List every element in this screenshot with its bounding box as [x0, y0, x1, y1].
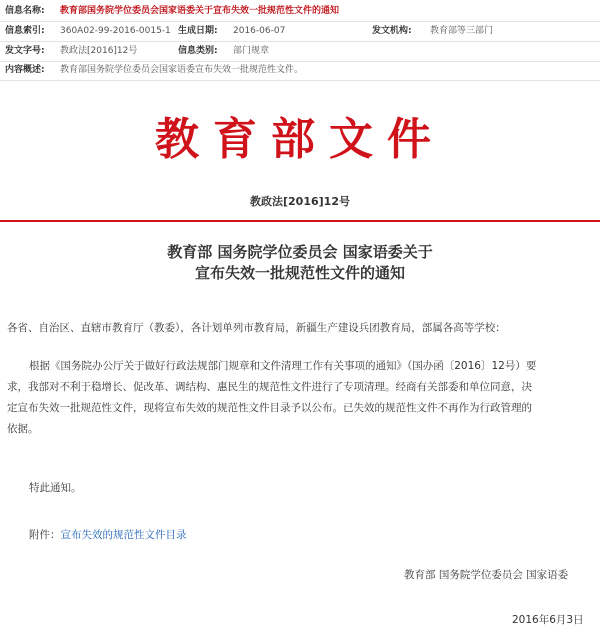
meta-row-summary [0, 61, 600, 81]
meta-value-doc-number: 教政法[2016]12号 [60, 46, 138, 56]
attachment-link[interactable]: 宣布失效的规范性文件目录 [60, 529, 187, 541]
red-divider-line [0, 220, 600, 222]
signature: 教育部 国务院学位委员会 国家语委 [404, 569, 569, 581]
meta-label-index: 信息索引: [5, 26, 45, 36]
meta-row-title [0, 2, 600, 22]
meta-label-summary: 内容概述: [5, 65, 45, 75]
meta-row-index [0, 22, 600, 42]
addressee: 各省、自治区、直辖市教育厅（教委），各计划单列市教育局，新疆生产建设兵团教育局，部属各高等学校： [7, 322, 506, 334]
meta-label-info-name: 信息名称: [5, 6, 45, 16]
meta-label-category: 信息类别: [178, 46, 218, 56]
meta-value-index: 360A02-99-2016-0015-1 [60, 26, 171, 36]
attachment-label: 附件： [29, 529, 61, 541]
body-line-2: 求，我部对不利于稳增长、促改革、调结构、惠民生的规范性文件进行了专项清理。经商有关部委和单位同意，决 [7, 381, 532, 393]
body-paragraph [7, 356, 587, 440]
document-number: 教政法[2016]12号 [250, 195, 350, 208]
meta-value-generated-date: 2016-06-07 [233, 26, 286, 36]
notice-title-line-1: 教育部 国务院学位委员会 国家语委关于 [167, 243, 433, 261]
attachment [29, 527, 187, 544]
document-metadata-panel [0, 0, 600, 80]
meta-value-info-name: 教育部国务院学位委员会国家语委关于宣布失效一批规范性文件的通知 [60, 6, 340, 16]
document-header-title: 教育部文件 [155, 114, 445, 165]
meta-value-summary: 教育部国务院学位委员会国家语委宣布失效一批规范性文件。 [60, 65, 304, 75]
meta-label-doc-number: 发文字号: [5, 46, 45, 56]
body-line-1: 根据《国务院办公厅关于做好行政法规部门规章和文件清理工作有关事项的通知》（国办函〔2016〕12号）要 [29, 360, 537, 372]
meta-label-generated-date: 生成日期: [178, 26, 218, 36]
body-line-4: 依据。 [7, 423, 39, 435]
meta-row-docno [0, 42, 600, 62]
meta-value-category: 部门规章 [233, 46, 270, 56]
notice-title-line-2: 宣布失效一批规范性文件的通知 [194, 264, 405, 282]
meta-value-issuing-agency: 教育部等三部门 [430, 26, 494, 36]
issue-date: 2016年6月3日 [512, 614, 584, 626]
closing-text: 特此通知。 [29, 482, 82, 494]
body-line-3: 定宣布失效一批规范性文件，现将宣布失效的规范性文件目录予以公布。已失效的规范性文件不再作为行政管理的 [7, 402, 532, 414]
meta-label-issuing-agency: 发文机构: [372, 26, 412, 36]
